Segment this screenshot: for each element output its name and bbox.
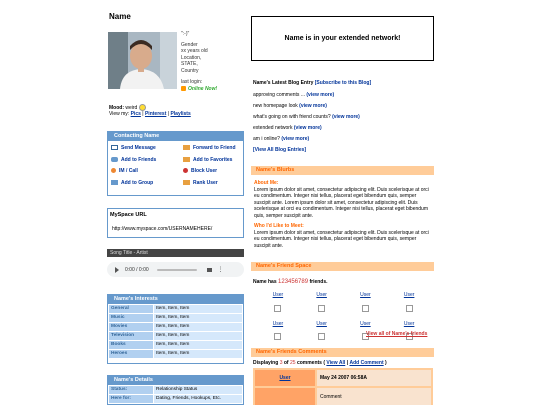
friend-item[interactable]: User: [387, 321, 431, 346]
forward-icon: [183, 145, 190, 150]
friend-item[interactable]: User: [256, 292, 300, 317]
view-all-blog-link[interactable]: [View All Blog Entries]: [253, 146, 307, 153]
comments-of-label: of: [283, 360, 289, 366]
profile-location: Location,: [181, 54, 202, 61]
friend-item[interactable]: User: [387, 292, 431, 317]
friend-item[interactable]: User: [344, 321, 388, 346]
view-more-link[interactable]: (view more): [299, 102, 327, 109]
blog-title: Name's Latest Blog Entry: [253, 80, 314, 86]
about-me-text: Lorem ipsum dolor sit amet, consectetur adipiscing elit. Duis scelerisque at orci eu condimentum. Integer nisi tellus, placerat eget bibendum quis, semper suscipit ante. Lorem ipsum dolor sit amet, consectetur adipiscing elit. Duis scelerisque at orci eu condimentum. Integer nisi tellus, placerat eget bibendum quis, semper suscipit ante.: [254, 186, 429, 219]
profile-quote: ":-)": [181, 31, 190, 37]
about-me-title: About Me:: [254, 180, 279, 186]
view-more-link[interactable]: (view more): [332, 113, 360, 120]
friend-count-suffix: friends.: [309, 279, 328, 285]
comments-title: Name's Friends Comments: [251, 348, 434, 357]
interest-row: Heroes Item, Item, Item: [109, 350, 242, 358]
more-options-icon[interactable]: ⋮: [217, 267, 224, 273]
add-to-favorites-button[interactable]: Add to Favorites: [183, 157, 247, 164]
profile-photo[interactable]: [108, 32, 177, 89]
profile-photo-image: [108, 32, 177, 89]
profile-gender: Gender: [181, 41, 198, 48]
friend-space-title: Name's Friend Space: [251, 262, 434, 271]
interests-box: [107, 294, 244, 364]
last-login-label: last login:: [181, 79, 203, 85]
view-all-comments-link[interactable]: View All: [326, 360, 346, 366]
forward-to-friend-button[interactable]: Forward to Friend: [183, 145, 247, 152]
contacting-title: Contacting Name: [108, 132, 243, 141]
play-icon[interactable]: [115, 267, 119, 273]
online-icon: [181, 86, 186, 91]
details-title: Name's Details: [108, 376, 243, 385]
extended-network-box: [251, 16, 434, 61]
interest-row: Music Item, Item, Item: [109, 314, 242, 322]
friend-item[interactable]: User: [256, 321, 300, 346]
block-user-button[interactable]: Block User: [183, 168, 247, 175]
im-call-button[interactable]: IM / Call: [111, 168, 183, 175]
view-my-label: View my:: [109, 111, 130, 117]
comments-close-paren: ): [385, 360, 387, 366]
comments-total: 25: [289, 360, 296, 366]
mood-label: Mood:: [109, 104, 124, 111]
extended-network-text: Name is in your extended network!: [284, 35, 401, 42]
details-box: [107, 375, 244, 405]
profile-country: Country: [181, 67, 199, 74]
profile-name: Name: [109, 12, 131, 21]
blog-entry: extended network (view more): [253, 124, 322, 131]
comment-avatar-cell: [255, 388, 315, 405]
send-message-button[interactable]: Send Message: [111, 145, 183, 152]
volume-icon[interactable]: [207, 268, 212, 272]
audio-time: 0:00 / 0:00: [125, 266, 149, 273]
comment-row: [253, 368, 433, 405]
view-playlists-link[interactable]: Playlists: [170, 111, 191, 117]
view-more-link[interactable]: (view more): [306, 91, 335, 98]
comment-text: Comment: [317, 388, 431, 405]
interest-row: General Item, Item, Item: [109, 305, 242, 313]
friend-avatar: [318, 305, 325, 312]
detail-row: Here for: Dating, Friends, Hookups, Etc.: [109, 395, 242, 403]
group-icon: [111, 180, 118, 185]
view-more-link[interactable]: (view more): [293, 124, 322, 131]
friend-avatar: [318, 333, 325, 340]
friend-count: 123456789: [278, 279, 309, 285]
friend-avatar: [274, 333, 281, 340]
rank-user-button[interactable]: Rank User: [183, 180, 247, 187]
friend-avatar: [406, 305, 413, 312]
blog-entry: new homepage look (view more): [253, 102, 327, 109]
view-all-friends-link[interactable]: View all of Name's friends: [366, 331, 428, 337]
friend-avatar: [274, 305, 281, 312]
profile-url[interactable]: http://www.myspace.com/USERNAMEHERE/: [112, 226, 213, 232]
view-pinterest-link[interactable]: Pinterest: [144, 111, 167, 117]
blog-entry: am i online? (view more): [253, 135, 310, 142]
add-comment-link[interactable]: Add Comment: [349, 360, 384, 366]
who-to-meet-text: Lorem ipsum dolor sit amet, consectetur adipiscing elit. Duis scelerisque at orci eu condimentum. Integer nisi tellus, placerat eget bibendum quis, semper suscipit ante.: [254, 229, 429, 249]
online-now-badge: Online Now!: [188, 85, 218, 92]
interest-row: Television Item, Item, Item: [109, 332, 242, 340]
smiley-icon: [139, 104, 146, 111]
song-title: Song Title - Artist: [107, 249, 244, 257]
friend-item[interactable]: User: [300, 321, 344, 346]
interests-title: Name's Interests: [108, 295, 243, 304]
interest-row: Books Item, Item, Item: [109, 341, 242, 349]
comments-displaying-label: Displaying: [253, 360, 279, 366]
subscribe-blog-link[interactable]: [Subscribe to this Blog]: [314, 80, 372, 86]
url-box: [107, 208, 244, 238]
contacting-box: [107, 131, 244, 196]
comment-user-link[interactable]: User: [279, 374, 291, 381]
detail-row: Status: Relationship Status: [109, 386, 242, 394]
blog-entry: what's going on with friend counts? (view more): [253, 113, 360, 120]
blog-entry: approving comments ... (view more): [253, 91, 335, 98]
comments-word: comments (: [296, 360, 325, 366]
block-icon: [183, 168, 188, 173]
blurbs-title: Name's Blurbs: [251, 166, 434, 175]
add-friend-icon: [111, 157, 118, 162]
comments-separator: |: [346, 360, 349, 366]
url-box-title: MySpace URL: [110, 212, 147, 218]
mood-value: weird: [125, 104, 138, 111]
star-icon: [183, 157, 190, 162]
who-to-meet-title: Who I'd Like to Meet:: [254, 223, 304, 229]
audio-player: [107, 262, 244, 277]
friend-count-prefix: Name has: [253, 279, 277, 285]
add-to-group-button[interactable]: Add to Group: [111, 180, 183, 187]
view-pics-link[interactable]: Pics: [130, 111, 141, 117]
audio-progress-bar[interactable]: [157, 269, 197, 271]
view-more-link[interactable]: (view more): [281, 135, 310, 142]
profile-age: xx years old: [181, 48, 208, 54]
friend-item[interactable]: User: [344, 292, 388, 317]
comments-shown: 3: [279, 360, 283, 366]
interest-row: Movies Item, Item, Item: [109, 323, 242, 331]
profile-state: STATE,: [181, 61, 198, 67]
add-to-friends-button[interactable]: Add to Friends: [111, 157, 183, 164]
phone-icon: [111, 168, 116, 173]
envelope-icon: [111, 145, 118, 150]
friend-item[interactable]: User: [300, 292, 344, 317]
rank-icon: [183, 180, 190, 185]
comment-date: May 24 2007 06:58A: [317, 370, 431, 386]
friend-avatar: [362, 305, 369, 312]
comment-user-cell: [255, 370, 315, 386]
